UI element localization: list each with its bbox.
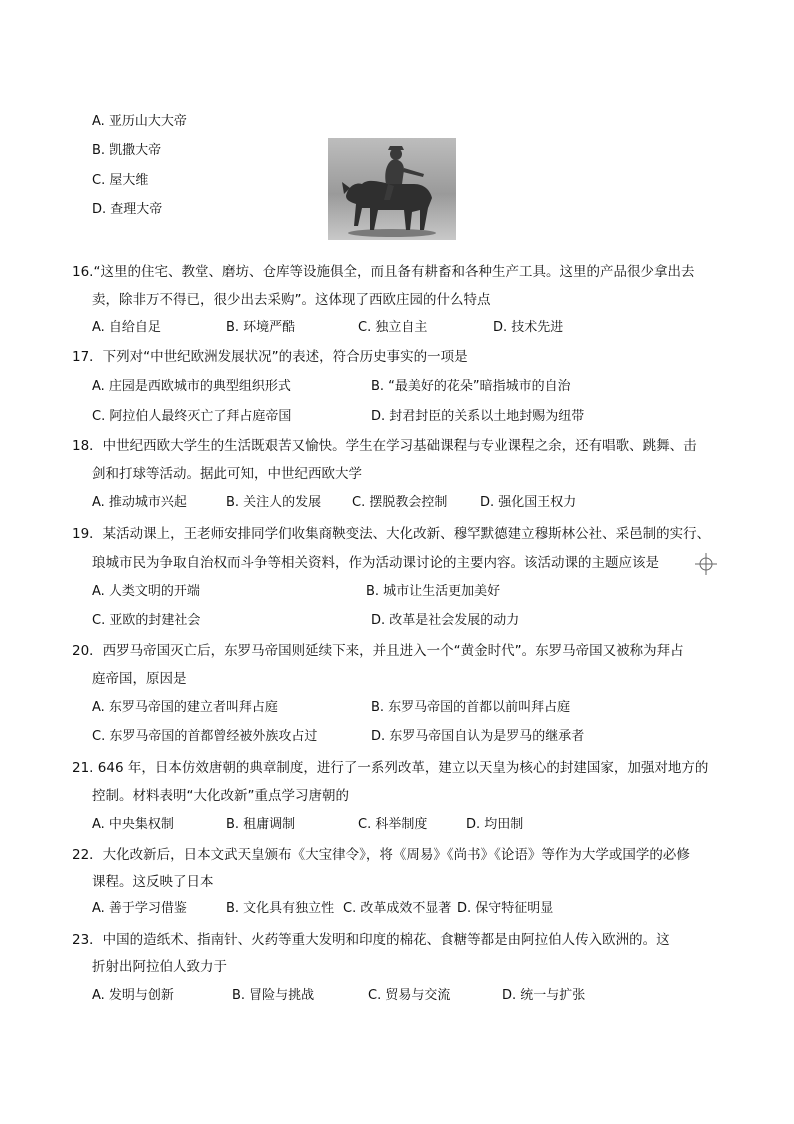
q21-option-c: C. 科举制度 xyxy=(358,817,428,832)
q19-option-c: C. 亚欧的封建社会 xyxy=(92,613,201,628)
q23-stem-line2: 折射出阿拉伯人致力于 xyxy=(92,959,227,975)
q17-stem: 17．下列对“中世纪欧洲发展状况”的表述，符合历史事实的一项是 xyxy=(72,349,468,365)
q22-option-d: D. 保守特征明显 xyxy=(457,901,554,916)
q18-option-b: B. 关注人的发展 xyxy=(226,495,322,510)
q16-option-b: B. 环境严酷 xyxy=(226,320,296,335)
q16-option-d: D. 技术先进 xyxy=(493,320,564,335)
q18-option-a: A. 推动城市兴起 xyxy=(92,495,187,510)
q15-option-a: A. 亚历山大大帝 xyxy=(92,114,187,129)
q21-stem-line1: 21. 646 年，日本仿效唐朝的典章制度，进行了一系列改革，建立以天皇为核心的封建国家，加强对地方的 xyxy=(72,760,709,776)
q20-stem-line2: 庭帝国，原因是 xyxy=(92,671,187,687)
q22-option-b: B. 文化具有独立性 xyxy=(226,901,335,916)
q23-option-b: B. 冒险与挑战 xyxy=(232,988,315,1003)
q15-option-b: B. 凯撒大帝 xyxy=(92,143,162,158)
q21-option-b: B. 租庸调制 xyxy=(226,817,296,832)
horse-rider-statue-icon xyxy=(328,138,456,240)
q22-stem-line1: 22．大化改新后，日本文武天皇颁布《大宝律令》，将《周易》《尚书》《论语》等作为大学或国学的必修 xyxy=(72,847,690,863)
q23-option-a: A. 发明与创新 xyxy=(92,988,174,1003)
q23-option-d: D. 统一与扩张 xyxy=(502,988,586,1003)
q23-stem-line1: 23．中国的造纸术、指南针、火药等重大发明和印度的棉花、食糖等都是由阿拉伯人传入欧洲的。这 xyxy=(72,932,670,948)
q21-stem-line2: 控制。材料表明“大化改新”重点学习唐朝的 xyxy=(92,788,349,804)
q15-option-c: C. 屋大维 xyxy=(92,173,149,188)
q21-option-d: D. 均田制 xyxy=(466,817,524,832)
q22-stem-line2: 课程。这反映了日本 xyxy=(92,874,214,890)
q19-stem-line2: 琅城市民为争取自治权而斗争等相关资料，作为活动课讨论的主要内容。该活动课的主题应该是 xyxy=(92,555,659,571)
q18-stem-line1: 18．中世纪西欧大学生的生活既艰苦又愉快。学生在学习基础课程与专业课程之余，还有唱歌、跳舞、击 xyxy=(72,438,697,454)
q22-option-c: C. 改革成效不显著 xyxy=(343,901,452,916)
q18-option-d: D. 强化国王权力 xyxy=(480,495,577,510)
q17-option-c: C. 阿拉伯人最终灭亡了拜占庭帝国 xyxy=(92,409,292,424)
q20-stem-line1: 20．西罗马帝国灭亡后，东罗马帝国则延续下来，并且进入一个“黄金时代”。东罗马帝国又被称为拜占 xyxy=(72,643,684,659)
q16-stem-line1: 16.“这里的住宅、教堂、磨坊、仓库等设施俱全，而且备有耕畜和各种生产工具。这里的产品很少拿出去 xyxy=(72,264,695,280)
q17-option-b: B. “最美好的花朵”暗指城市的自治 xyxy=(371,379,571,394)
q15-option-d: D. 查理大帝 xyxy=(92,202,163,217)
q18-stem-line2: 剑和打球等活动。据此可知，中世纪西欧大学 xyxy=(92,466,362,482)
q16-option-c: C. 独立自主 xyxy=(358,320,428,335)
q16-option-a: A. 自给自足 xyxy=(92,320,161,335)
q17-option-d: D. 封君封臣的关系以土地封赐为纽带 xyxy=(371,409,585,424)
registration-mark-icon xyxy=(695,553,717,575)
q21-option-a: A. 中央集权制 xyxy=(92,817,174,832)
q18-option-c: C. 摆脱教会控制 xyxy=(352,495,448,510)
q19-option-b: B. 城市让生活更加美好 xyxy=(366,584,501,599)
q20-option-d: D. 东罗马帝国自认为是罗马的继承者 xyxy=(371,729,585,744)
q22-option-a: A. 善于学习借鉴 xyxy=(92,901,187,916)
q23-option-c: C. 贸易与交流 xyxy=(368,988,451,1003)
q19-stem-line1: 19．某活动课上，王老师安排同学们收集商鞅变法、大化改新、穆罕默德建立穆斯林公社、采邑制的实行、 xyxy=(72,526,711,542)
q20-option-a: A. 东罗马帝国的建立者叫拜占庭 xyxy=(92,700,278,715)
q20-option-b: B. 东罗马帝国的首都以前叫拜占庭 xyxy=(371,700,571,715)
q16-stem-line2: 卖，除非万不得已，很少出去采购”。这体现了西欧庄园的什么特点 xyxy=(92,292,491,308)
q19-option-a: A. 人类文明的开端 xyxy=(92,584,200,599)
q19-option-d: D. 改革是社会发展的动力 xyxy=(371,613,520,628)
equestrian-statue-photo xyxy=(328,138,456,240)
q20-option-c: C. 东罗马帝国的首都曾经被外族攻占过 xyxy=(92,729,318,744)
q17-option-a: A. 庄园是西欧城市的典型组织形式 xyxy=(92,379,291,394)
